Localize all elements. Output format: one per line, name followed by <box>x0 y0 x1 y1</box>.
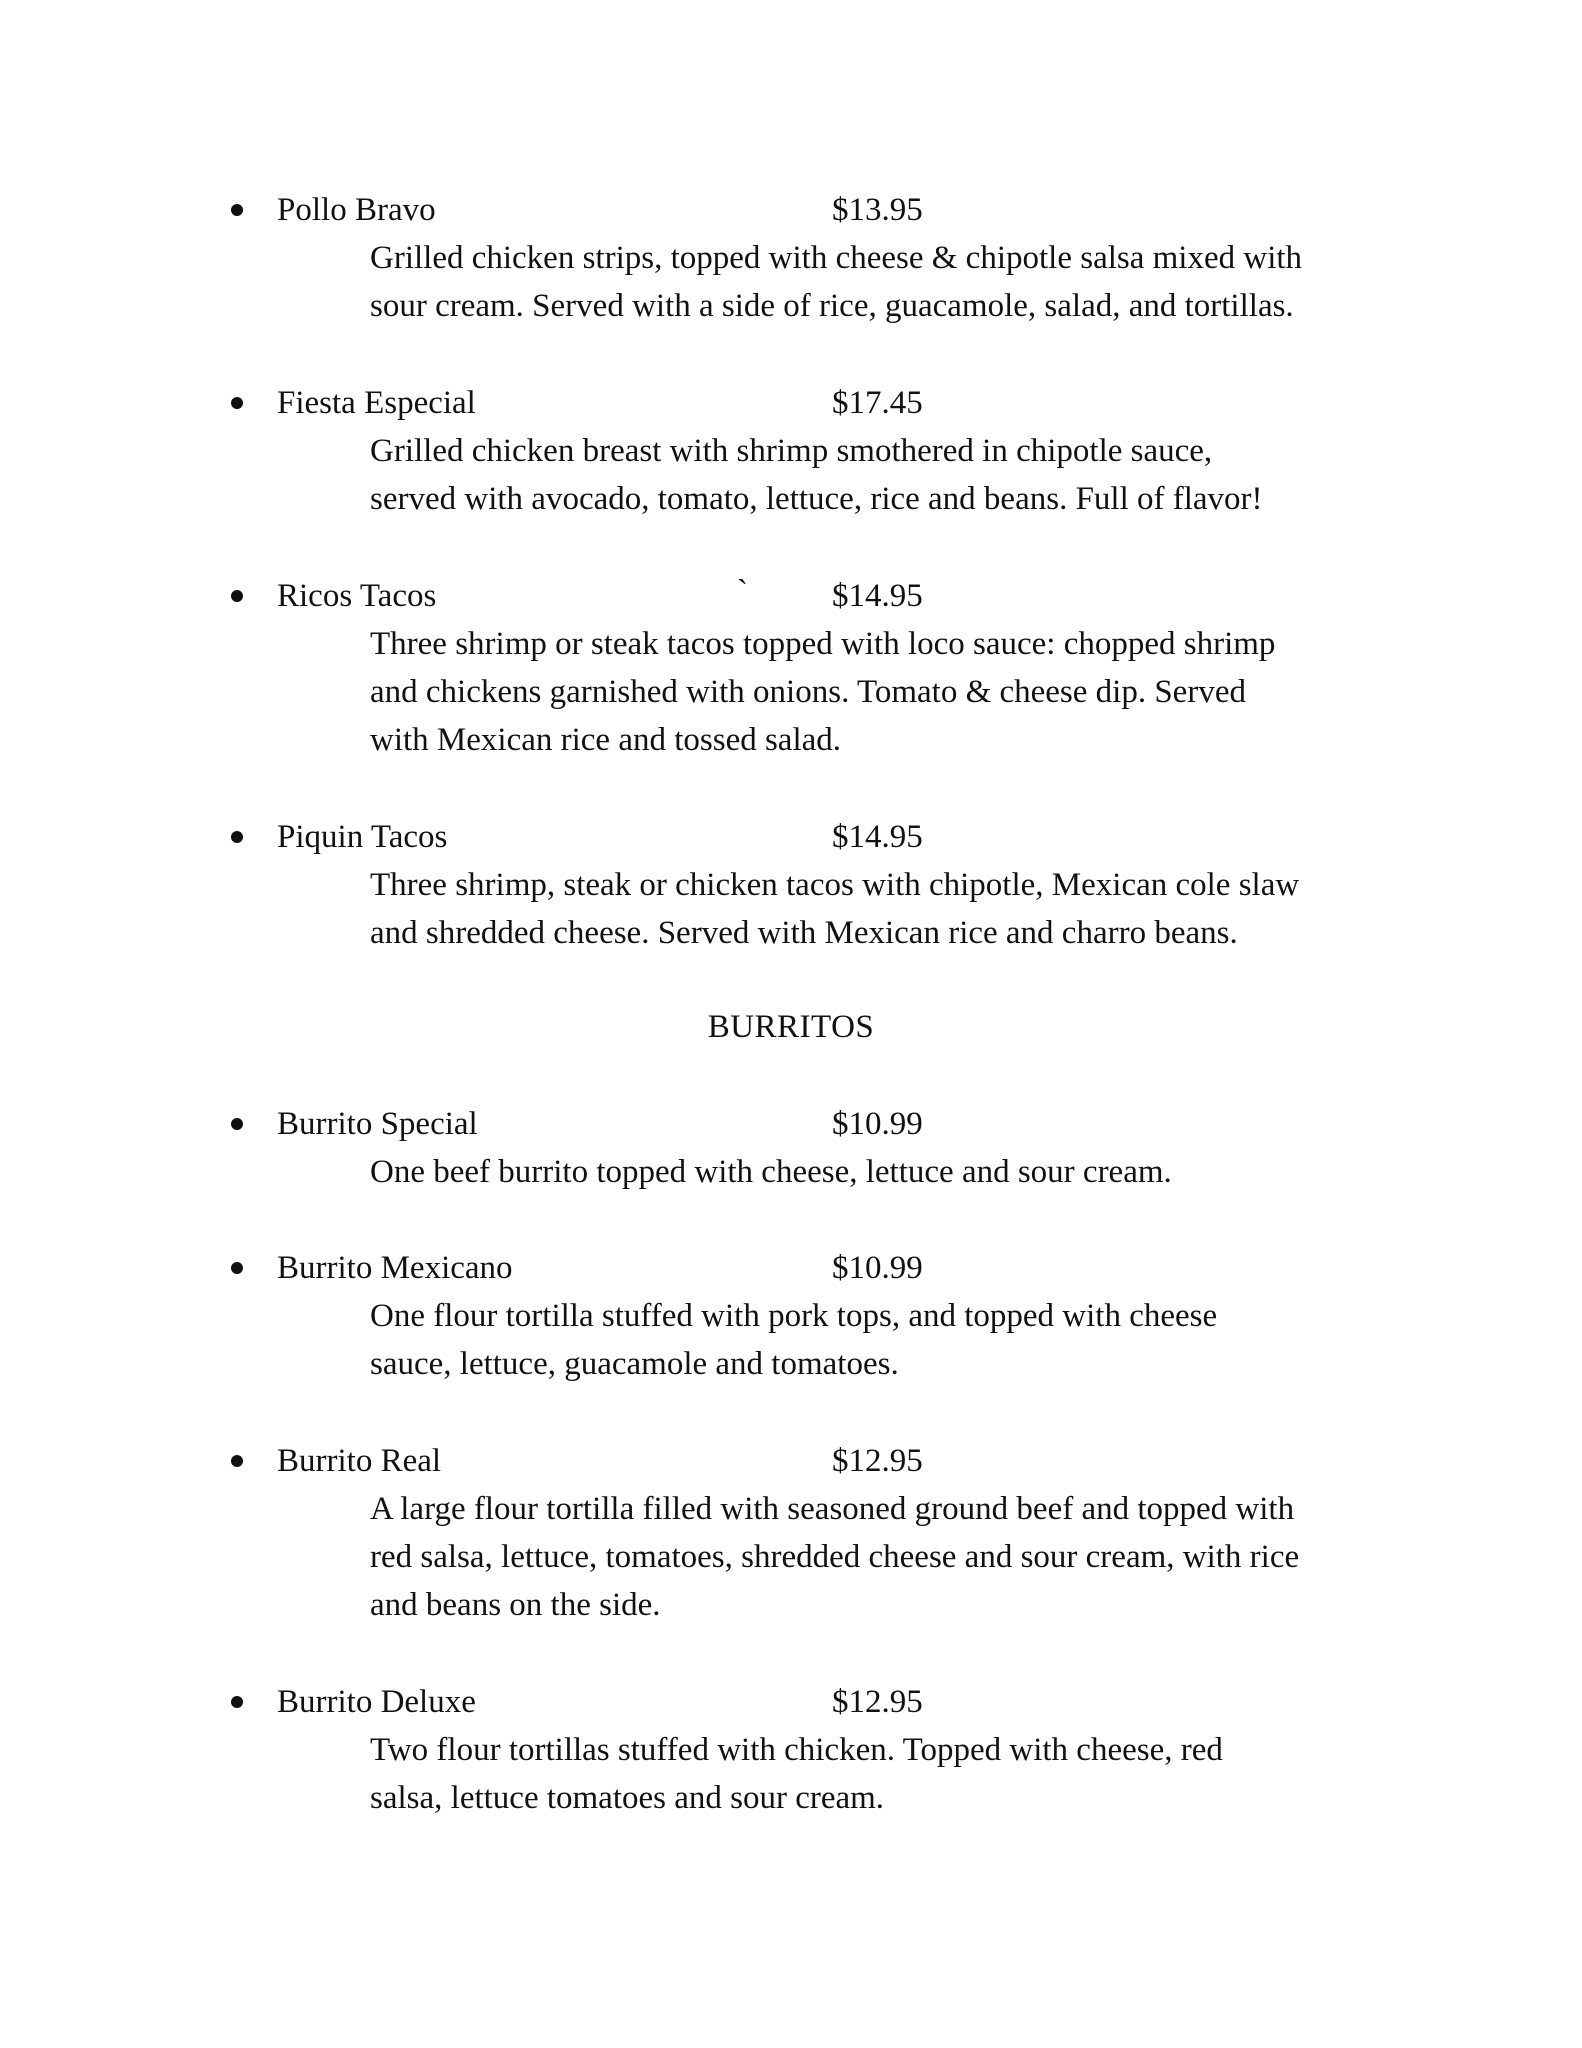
description-line: salsa, lettuce tomatoes and sour cream. <box>370 1780 885 1816</box>
item-name: Burrito Mexicano <box>277 1250 513 1286</box>
item-price: $10.99 <box>832 1106 923 1142</box>
description-line: sour cream. Served with a side of rice, guacamole, salad, and tortillas. <box>370 288 1294 324</box>
bullet-icon <box>231 1262 243 1274</box>
bullet-icon <box>231 1118 243 1130</box>
description-line: Grilled chicken breast with shrimp smothered in chipotle sauce, <box>370 433 1213 469</box>
item-price: $14.95 <box>832 819 923 855</box>
item-description <box>370 1292 1390 1388</box>
description-line: One beef burrito topped with cheese, lettuce and sour cream. <box>370 1154 1172 1190</box>
item-description <box>370 861 1390 957</box>
item-description <box>370 427 1390 523</box>
item-name: Fiesta Especial <box>277 385 476 421</box>
item-price: $12.95 <box>832 1443 923 1479</box>
bullet-icon <box>231 397 243 409</box>
description-line: and beans on the side. <box>370 1587 661 1623</box>
item-price: $17.45 <box>832 385 923 421</box>
stray-backtick-mark: ` <box>737 574 748 610</box>
item-price: $12.95 <box>832 1684 923 1720</box>
description-line: One flour tortilla stuffed with pork tops, and topped with cheese <box>370 1298 1218 1334</box>
bullet-icon <box>231 1455 243 1467</box>
item-description <box>370 620 1390 764</box>
item-description <box>370 1726 1390 1822</box>
bullet-icon <box>231 1696 243 1708</box>
description-line: Three shrimp, steak or chicken tacos with chipotle, Mexican cole slaw <box>370 867 1300 903</box>
item-name: Piquin Tacos <box>277 819 448 855</box>
description-line: Two flour tortillas stuffed with chicken. Topped with cheese, red <box>370 1732 1223 1768</box>
description-line: A large flour tortilla filled with seasoned ground beef and topped with <box>370 1491 1295 1527</box>
item-description <box>370 1148 1390 1196</box>
description-line: with Mexican rice and tossed salad. <box>370 722 842 758</box>
description-line: sauce, lettuce, guacamole and tomatoes. <box>370 1346 899 1382</box>
item-price: $14.95 <box>832 578 923 614</box>
item-name: Burrito Special <box>277 1106 478 1142</box>
bullet-icon <box>231 831 243 843</box>
bullet-icon <box>231 204 243 216</box>
item-description <box>370 1485 1390 1629</box>
bullet-icon <box>231 590 243 602</box>
description-line: and chickens garnished with onions. Tomato & cheese dip. Served <box>370 674 1246 710</box>
item-price: $13.95 <box>832 192 923 228</box>
item-name: Burrito Real <box>277 1443 442 1479</box>
description-line: and shredded cheese. Served with Mexican rice and charro beans. <box>370 915 1238 951</box>
item-name: Pollo Bravo <box>277 192 436 228</box>
description-line: Grilled chicken strips, topped with cheese & chipotle salsa mixed with <box>370 240 1303 276</box>
item-name: Burrito Deluxe <box>277 1684 476 1720</box>
section-title-burritos: BURRITOS <box>707 1009 875 1045</box>
description-line: served with avocado, tomato, lettuce, rice and beans. Full of flavor! <box>370 481 1263 517</box>
item-description <box>370 234 1390 330</box>
description-line: Three shrimp or steak tacos topped with loco sauce: chopped shrimp <box>370 626 1276 662</box>
item-name: Ricos Tacos <box>277 578 437 614</box>
item-price: $10.99 <box>832 1250 923 1286</box>
description-line: red salsa, lettuce, tomatoes, shredded cheese and sour cream, with rice <box>370 1539 1300 1575</box>
